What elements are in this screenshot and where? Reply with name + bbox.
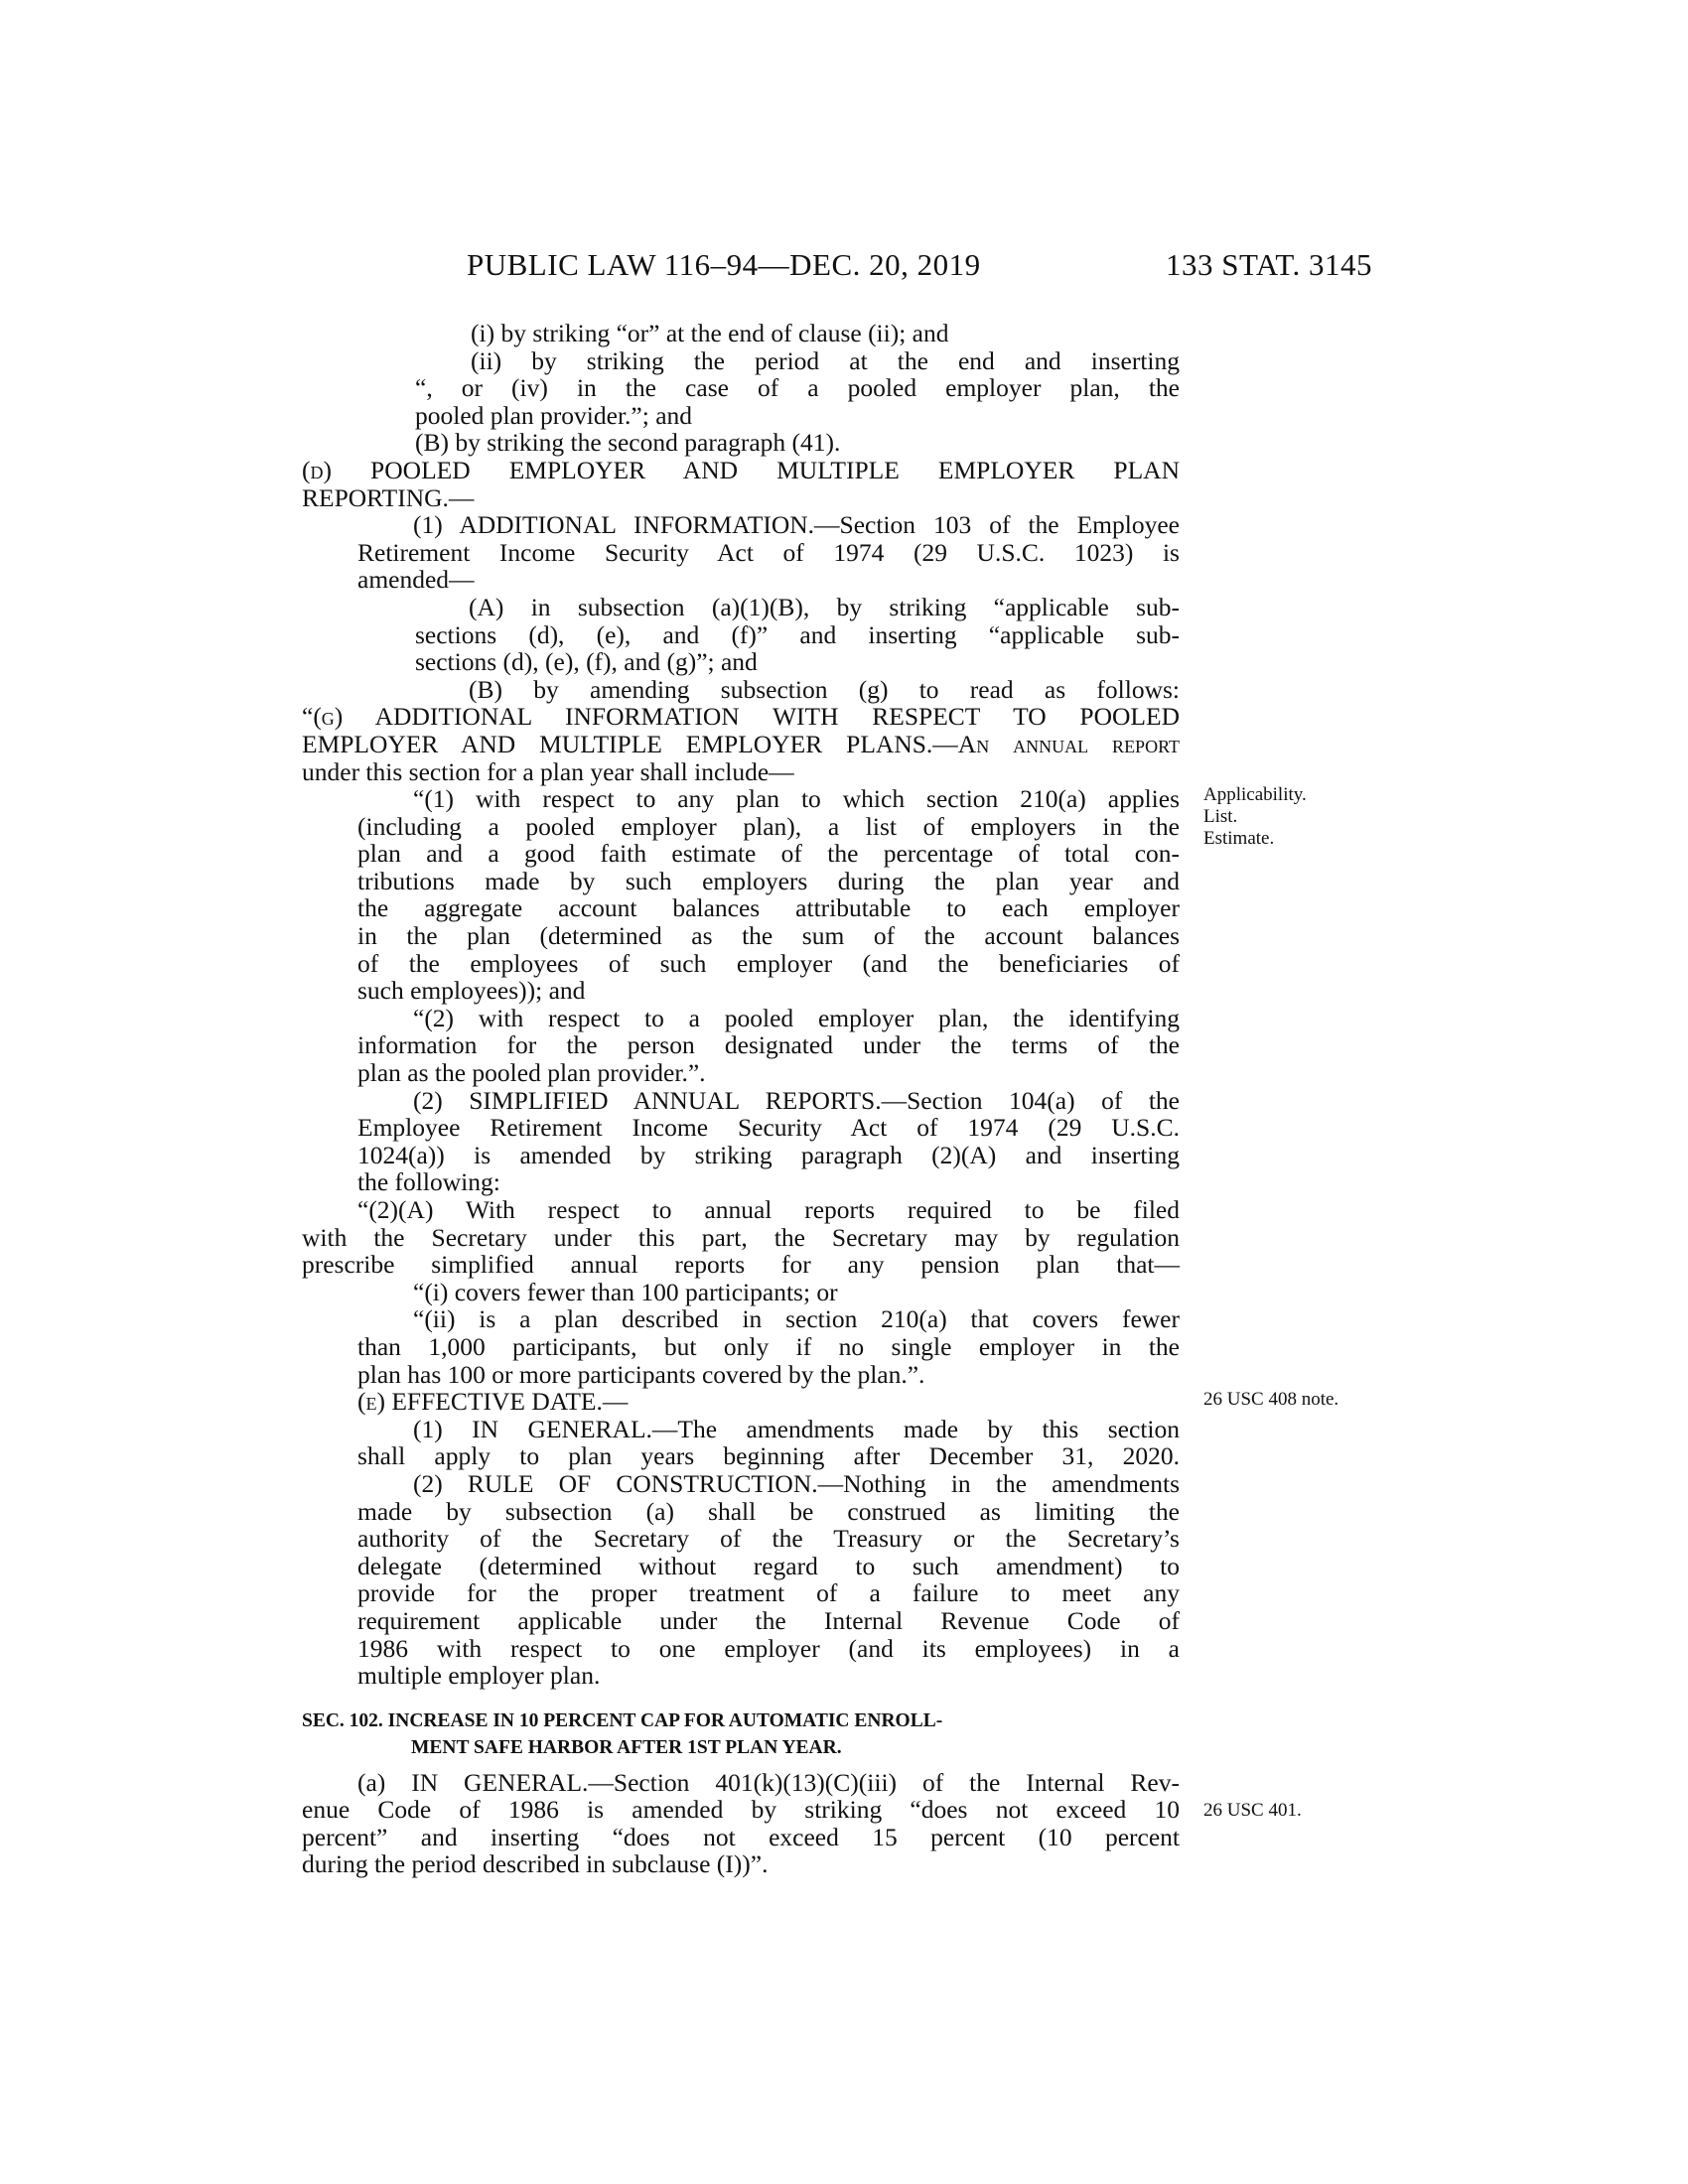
section-heading-line-2: MENT SAFE HARBOR AFTER 1ST PLAN YEAR.	[411, 1736, 842, 1758]
subsection-heading: (e) EFFECTIVE DATE.—	[357, 1387, 629, 1417]
running-title: PUBLIC LAW 116–94—DEC. 20, 2019	[467, 247, 981, 282]
page-header	[467, 247, 1372, 287]
text-line: sections (d), (e), and (f)” and inserting “applicable sub-	[415, 619, 1180, 649]
text-line: (a) IN GENERAL.—Section 401(k)(13)(C)(iii) of the Internal Rev-	[357, 1767, 1180, 1797]
text-line: pooled plan provider.”; and	[415, 400, 693, 430]
text-line: during the period described in subclause (I))”.	[302, 1849, 769, 1879]
text-line: authority of the Secretary of the Treasury or the Secretary’s	[357, 1524, 1180, 1554]
text-line: “(1) with respect to any plan to which section 210(a) applies	[413, 784, 1180, 814]
text-line: (2) RULE OF CONSTRUCTION.—Nothing in the amendments	[413, 1468, 1180, 1498]
section-heading-line-1: SEC. 102. INCREASE IN 10 PERCENT CAP FOR AUTOMATIC ENROLL-	[302, 1709, 943, 1731]
text-line: sections (d), (e), (f), and (g)”; and	[415, 647, 758, 677]
text-line: plan and a good faith estimate of the percentage of total con-	[357, 839, 1180, 869]
text-line: (B) by striking the second paragraph (41).	[415, 428, 841, 458]
text-line: 1024(a)) is amended by striking paragraph (2)(A) and inserting	[357, 1140, 1180, 1169]
text-line: Employee Retirement Income Security Act of 1974 (29 U.S.C.	[357, 1113, 1180, 1143]
text-line: than 1,000 participants, but only if no single employer in the	[357, 1331, 1180, 1361]
subsection-heading: (d) POOLED EMPLOYER AND MULTIPLE EMPLOYER PLAN	[302, 455, 1180, 484]
text-line: “(i) covers fewer than 100 participants; or	[413, 1277, 838, 1306]
text-line: “(ii) is a plan described in section 210(a) that covers fewer	[413, 1304, 1180, 1334]
text-line: tributions made by such employers during the plan year and	[357, 866, 1180, 895]
text-line: Retirement Income Security Act of 1974 (29 U.S.C. 1023) is	[357, 537, 1180, 567]
text-line: “(2) with respect to a pooled employer plan, the identifying	[413, 1003, 1180, 1032]
margin-note-line: List.	[1203, 806, 1238, 827]
margin-note-usc-408: 26 USC 408 note.	[1203, 1389, 1339, 1410]
page-number: 133 STAT. 3145	[1165, 247, 1372, 282]
text-line: (2) SIMPLIFIED ANNUAL REPORTS.—Section 104(a) of the	[413, 1085, 1180, 1115]
text-line: “, or (iv) in the case of a pooled employer plan, the	[415, 373, 1180, 403]
document-body	[302, 320, 1180, 1878]
text-line: (ii) by striking the period at the end and inserting	[471, 345, 1180, 375]
text-line: REPORTING.—	[302, 482, 475, 512]
text-line: plan has 100 or more participants covered by the plan.”.	[357, 1359, 925, 1389]
text-line: requirement applicable under the Internal Revenue Code of	[357, 1605, 1180, 1635]
text-line: prescribe simplified annual reports for any pension plan that—	[302, 1250, 1180, 1280]
text-line: with the Secretary under this part, the Secretary may by regulation	[302, 1222, 1180, 1252]
text-line: made by subsection (a) shall be construed as limiting the	[357, 1496, 1180, 1526]
text-line: (1) ADDITIONAL INFORMATION.—Section 103 of the Employee	[413, 510, 1180, 540]
text-line: 1986 with respect to one employer (and its employees) in a	[357, 1633, 1180, 1663]
text-line: such employees)); and	[357, 976, 586, 1006]
text-line: (including a pooled employer plan), a list of employers in the	[357, 811, 1180, 841]
margin-note-line: Applicability.	[1203, 784, 1307, 805]
text-line: shall apply to plan years beginning after December 31, 2020.	[357, 1441, 1180, 1471]
text-line: (B) by amending subsection (g) to read as follows:	[469, 674, 1180, 704]
margin-note-usc-401: 26 USC 401.	[1203, 1800, 1302, 1821]
text-line: EMPLOYER AND MULTIPLE EMPLOYER PLANS.—An annual report	[302, 729, 1180, 758]
text-line: (1) IN GENERAL.—The amendments made by this section	[413, 1414, 1180, 1443]
text-line: enue Code of 1986 is amended by striking “does not exceed 10	[302, 1795, 1180, 1825]
text-line: (i) by striking “or” at the end of clause (ii); and	[471, 319, 949, 347]
text-line: amended—	[357, 565, 475, 595]
text-line: delegate (determined without regard to such amendment) to	[357, 1551, 1180, 1580]
text-line: the following:	[357, 1167, 500, 1197]
margin-note-line: Estimate.	[1203, 828, 1275, 849]
text-line: under this section for a plan year shall include—	[302, 756, 794, 786]
text-line: multiple employer plan.	[357, 1661, 601, 1691]
margin-note-applicability	[1203, 784, 1307, 850]
text-line: (A) in subsection (a)(1)(B), by striking “applicable sub-	[469, 592, 1180, 621]
text-line: “(g) ADDITIONAL INFORMATION WITH RESPECT TO POOLED	[302, 702, 1180, 732]
text-line: “(2)(A) With respect to annual reports required to be filed	[357, 1195, 1180, 1224]
text-line: in the plan (determined as the sum of the account balances	[357, 921, 1180, 951]
text-line: plan as the pooled plan provider.”.	[357, 1058, 706, 1088]
text-line: percent” and inserting “does not exceed 15 percent (10 percent	[302, 1822, 1180, 1851]
text-line: information for the person designated under the terms of the	[357, 1030, 1180, 1060]
text-line: provide for the proper treatment of a failure to meet any	[357, 1578, 1180, 1608]
text-line: of the employees of such employer (and the beneficiaries of	[357, 948, 1180, 978]
text-line: the aggregate account balances attributable to each employer	[357, 893, 1180, 923]
